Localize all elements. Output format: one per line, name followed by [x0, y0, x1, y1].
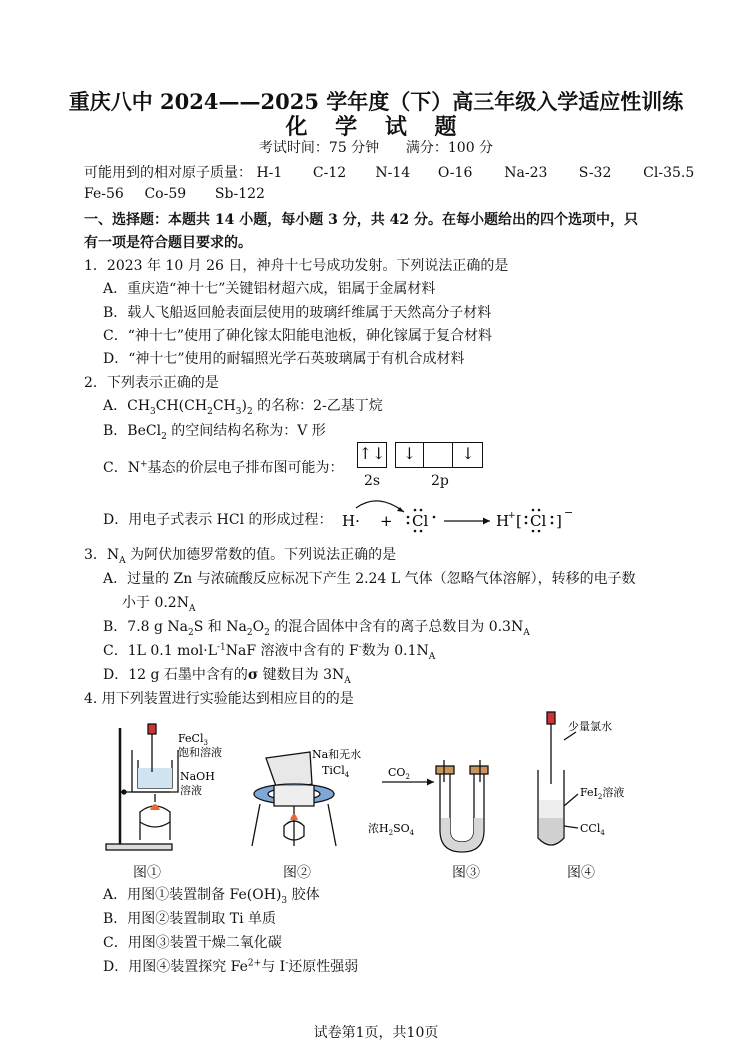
mass-item: Na-23 — [504, 165, 548, 181]
label-fecl3: FeCl$_3$ — [178, 732, 208, 747]
label-na-and: Na和无水 — [312, 748, 362, 761]
orbital-2p-box — [395, 442, 483, 468]
q4-option-c: C．用图③装置干燥二氧化碳 — [103, 935, 282, 951]
text: NaF 溶液中含有的 F — [225, 643, 359, 659]
text: 基态的价层电子排布图可能为： — [147, 460, 344, 476]
orbital-2s-label: 2s — [364, 473, 381, 489]
caption-fig1: 图① — [133, 865, 161, 881]
figure-2-apparatus — [240, 746, 380, 856]
q2-stem: 2．下列表示正确的是 — [84, 375, 219, 391]
ccl4-layer — [539, 818, 563, 844]
figure-3-apparatus — [364, 760, 514, 860]
text: 数为 0.1N — [361, 643, 429, 659]
text: S 和 Na — [193, 619, 247, 635]
q1-stem: 1．2023 年 10 月 26 日，神舟十七号成功发射。下列说法正确的是 — [84, 258, 509, 274]
label-chlorine-water: 少量氯水 — [568, 720, 612, 733]
label-ccl4: CCl$_4$ — [580, 822, 605, 837]
label-fei2: FeI$_2$溶液 — [580, 786, 625, 801]
fei2-layer — [539, 800, 563, 818]
q2-option-b — [103, 420, 326, 442]
bracket-left: [ — [516, 512, 522, 530]
sup: + — [139, 459, 148, 470]
electron-transfer-arrow — [356, 501, 404, 512]
sub: A — [428, 651, 436, 662]
q3-option-b — [103, 616, 530, 638]
q4-option-d — [103, 956, 358, 976]
sub: A — [344, 675, 351, 686]
text: A．CH — [103, 398, 151, 414]
q2-option-c — [103, 457, 344, 477]
label-saturated: 饱和溶液 — [178, 746, 222, 759]
sub: A — [523, 627, 530, 638]
text: D．12 g 石墨中含有的 — [103, 667, 248, 683]
text: 的空间结构名称为：V 形 — [166, 423, 326, 439]
orbital-cell: ↓ — [461, 444, 475, 463]
label-solution: 溶液 — [180, 784, 202, 797]
bracket-right: ] — [556, 512, 562, 530]
text: B．7.8 g Na — [103, 619, 189, 635]
label-ticl4: TiCl$_4$ — [322, 764, 350, 779]
text: 键数目为 3N — [258, 667, 345, 683]
cl-ion: Cl — [530, 512, 547, 530]
page-footer: 试卷第1页，共10页 — [313, 1025, 439, 1041]
q4-option-b: B．用图②装置制取 Ti 单质 — [103, 911, 277, 927]
text: 的名称：2-乙基丁烷 — [252, 398, 383, 414]
q4-option-a — [103, 884, 320, 906]
orbital-cell — [425, 443, 453, 467]
q3-option-d — [103, 664, 351, 686]
text: C．N — [103, 460, 140, 476]
section-header-line1: 一、选择题：本题共 14 小题，每小题 3 分，共 42 分。在每小题给出的四个选项中，只 — [84, 212, 638, 228]
q3-option-a-cont — [122, 592, 195, 614]
exam-time: 考试时间：75 分钟 — [258, 140, 380, 156]
text: 3．N — [84, 547, 120, 563]
orbital-2p-label: 2p — [431, 473, 449, 489]
h-atom: H· — [342, 512, 360, 530]
subject-title: 化 学 试 题 — [285, 114, 467, 140]
arrow-head — [427, 779, 434, 786]
sup: - — [358, 642, 362, 653]
sup: -1 — [217, 642, 226, 653]
sub: 2 — [188, 627, 194, 638]
q1-option-c: C．“神十七”使用了砷化镓太阳能电池板，砷化镓属于复合材料 — [103, 328, 493, 344]
mass-item: S-32 — [578, 165, 612, 181]
mass-item: N-14 — [375, 165, 411, 181]
text: B．BeCl — [103, 423, 162, 439]
caption-fig4: 图④ — [567, 865, 595, 881]
sigma: σ — [247, 667, 259, 683]
sup: - — [285, 958, 289, 969]
sub: 2 — [246, 627, 253, 638]
mass-item: Fe-56 — [84, 186, 124, 202]
q3-option-c — [103, 640, 435, 662]
sub: 2 — [264, 627, 270, 638]
q1-option-b: B．载人飞船返回舱表面层使用的玻璃纤维属于天然高分子材料 — [103, 305, 492, 321]
text: 还原性强弱 — [288, 959, 359, 975]
q2-option-a — [103, 395, 383, 417]
mass-item: Co-59 — [144, 186, 187, 202]
sub: 3 — [150, 406, 156, 417]
caption-fig3: 图③ — [452, 865, 480, 881]
mass-item: Sb-122 — [214, 186, 265, 202]
text: 为阿伏加德罗常数的值。下列说法正确的是 — [125, 547, 397, 563]
text: C．1L 0.1 mol·L — [103, 643, 218, 659]
q4-stem: 4. 用下列装置进行实验能达到相应目的的是 — [84, 691, 354, 707]
sub: 2 — [161, 431, 167, 442]
label-naoh: NaOH — [180, 770, 215, 783]
text: 小于 0.2N — [122, 595, 189, 611]
text: D．用图④装置探究 Fe — [103, 959, 248, 975]
label-h2so4: 浓$H_2SO_4$ — [368, 822, 415, 837]
sub: 2 — [207, 406, 213, 417]
arrow-head — [483, 518, 490, 525]
text: CH — [212, 398, 236, 414]
flame-icon — [150, 804, 160, 810]
section-header-line2: 有一项是符合题目要求的。 — [84, 235, 252, 251]
figure-4-apparatus — [520, 710, 670, 856]
orbital-cell: ↑↓ — [358, 444, 386, 463]
orbital-cell: ↓ — [396, 443, 424, 467]
caption-fig2: 图② — [283, 865, 311, 881]
h-ion: H — [496, 512, 510, 530]
sup: 2+ — [247, 958, 262, 969]
label-co2: $CO_2$ — [388, 766, 410, 781]
cl-ion-charge: − — [564, 506, 574, 519]
atomic-masses-line1 — [84, 162, 694, 182]
full-score: 满分：100 分 — [405, 140, 494, 156]
masses-label: 可能用到的相对原子质量： — [84, 165, 252, 181]
q1-option-a: A．重庆造“神十七”关键铝材超六成，铝属于金属材料 — [103, 281, 436, 297]
hcl-formation-diagram — [338, 496, 578, 538]
orbital-2s-box — [357, 442, 387, 468]
h-ion-charge: + — [508, 511, 516, 521]
plus-sign: + — [380, 512, 393, 530]
cl-atom: Cl — [412, 512, 429, 530]
mass-item: H-1 — [256, 165, 283, 181]
atomic-masses-line2 — [84, 186, 265, 202]
mass-item: Cl-35.5 — [643, 165, 695, 181]
mass-item: C-12 — [312, 165, 347, 181]
sub: 2 — [246, 406, 253, 417]
text: 与 I — [261, 959, 286, 975]
q1-option-d: D．“神十七”使用的耐辐照光学石英玻璃属于有机合成材料 — [103, 351, 465, 367]
exam-info — [0, 137, 752, 157]
exam-title: 重庆八中 2024——2025 学年度（下）高三年级入学适应性训练 — [68, 89, 684, 114]
sub: 3 — [235, 406, 242, 417]
text: A．用图①装置制备 Fe(OH) — [103, 887, 282, 903]
text: ) — [241, 398, 247, 414]
text: O — [252, 619, 265, 635]
sub: A — [119, 555, 126, 566]
text: CH(CH — [155, 398, 208, 414]
acid-liquid — [441, 818, 483, 851]
q3-option-a: A．过量的 Zn 与浓硫酸反应标况下产生 2.24 L 气体（忽略气体溶解），转移的电子数 — [103, 571, 636, 587]
flame-icon — [290, 814, 298, 820]
q2-option-d: D．用电子式表示 HCl 的形成过程： — [103, 512, 333, 528]
sub: 3 — [281, 895, 288, 906]
figure-1-apparatus — [100, 722, 250, 854]
mass-item: O-16 — [437, 165, 473, 181]
sub: A — [188, 603, 196, 614]
text: 的混合固体中含有的离子总数目为 0.3N — [269, 619, 524, 635]
q3-stem — [84, 544, 396, 566]
text: 胶体 — [287, 887, 320, 903]
